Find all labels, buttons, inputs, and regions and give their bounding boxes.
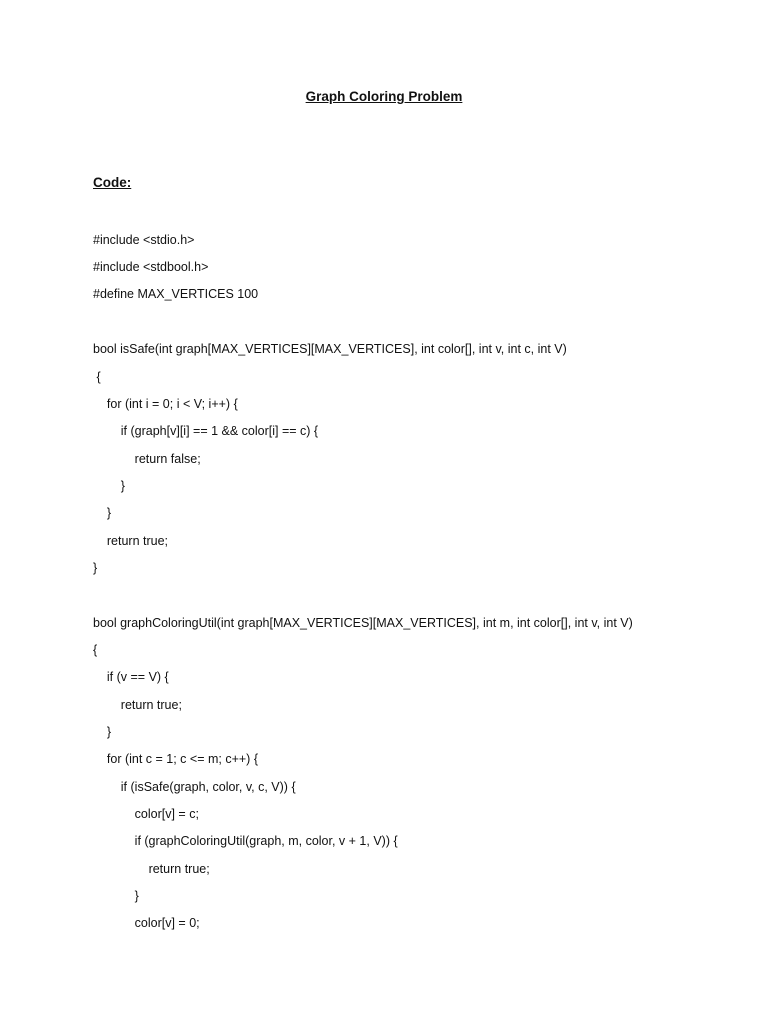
code-line: }: [93, 725, 112, 739]
code-line: #define MAX_VERTICES 100: [93, 287, 259, 301]
code-line: color[v] = 0;: [93, 916, 200, 930]
code-line: bool isSafe(int graph[MAX_VERTICES][MAX_VERTICES], int color[], int v, int c, int V): [93, 342, 567, 356]
code-line: {: [93, 643, 98, 657]
code-line: for (int i = 0; i < V; i++) {: [93, 397, 238, 411]
code-line: if (isSafe(graph, color, v, c, V)) {: [93, 780, 296, 794]
code-line: }: [93, 561, 98, 575]
code-line: }: [93, 889, 139, 903]
code-line: return true;: [93, 534, 169, 548]
code-line: bool graphColoringUtil(int graph[MAX_VERTICES][MAX_VERTICES], int m, int color[], int v, int V): [93, 616, 633, 630]
code-line: #include <stdbool.h>: [93, 260, 209, 274]
code-line: if (v == V) {: [93, 670, 169, 684]
code-line: }: [93, 506, 112, 520]
code-line: return true;: [93, 698, 182, 712]
code-line: #include <stdio.h>: [93, 233, 195, 247]
code-line: }: [93, 479, 125, 493]
code-line: return true;: [93, 862, 210, 876]
code-line: color[v] = c;: [93, 807, 199, 821]
document-title: Graph Coloring Problem: [305, 89, 463, 104]
code-section-heading: Code:: [93, 175, 132, 190]
code-line: {: [93, 370, 101, 384]
code-line: if (graph[v][i] == 1 && color[i] == c) {: [93, 424, 319, 438]
code-line: if (graphColoringUtil(graph, m, color, v + 1, V)) {: [93, 834, 398, 848]
code-line: return false;: [93, 452, 201, 466]
code-line: for (int c = 1; c <= m; c++) {: [93, 752, 258, 766]
